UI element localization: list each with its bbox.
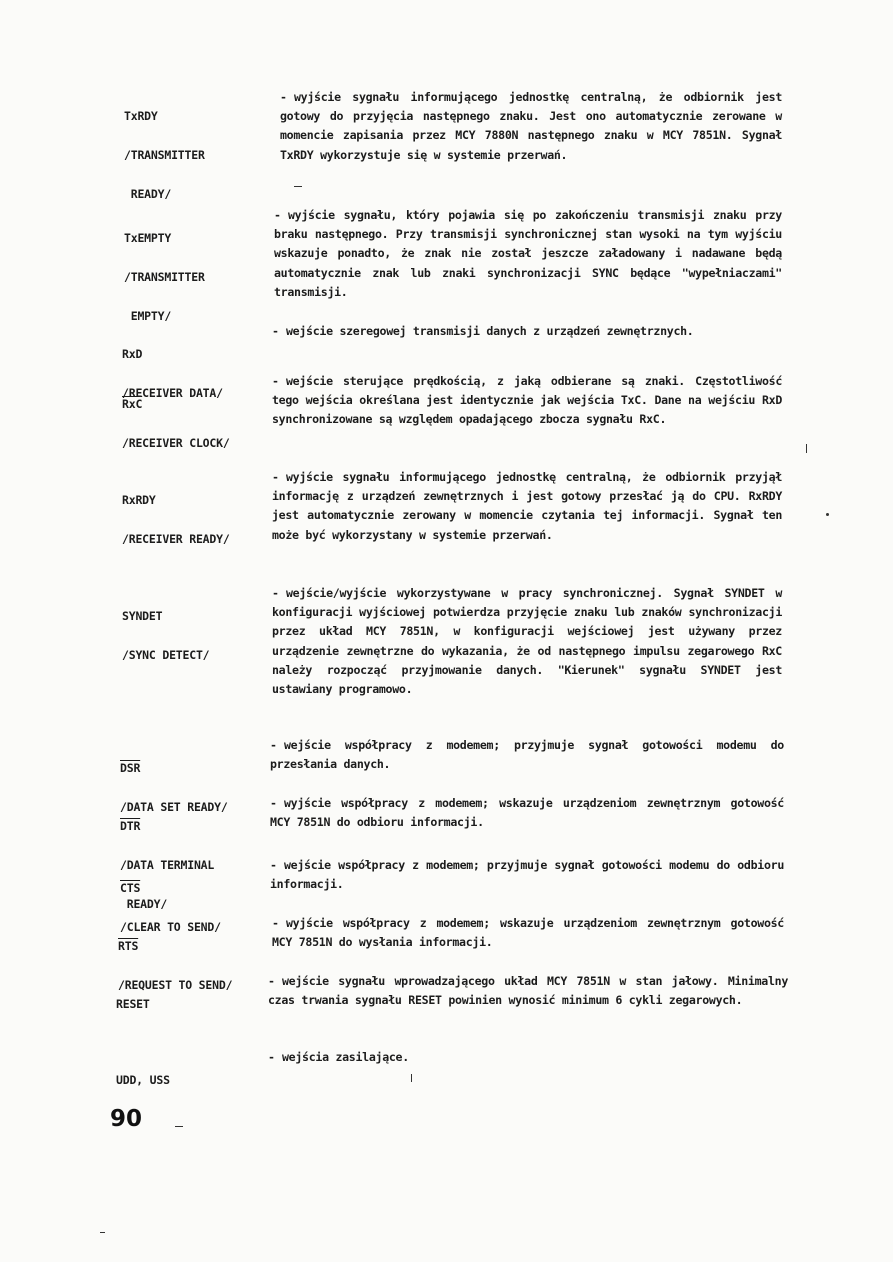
term-description: - wejście współpracy z modemem; przyjmuje sygnał gotowości modemu do odbioru informacji. [270, 858, 784, 892]
description-text: wejście sterujące prędkością, z jaką odbierane są znaki. Częstotliwość tego wejścia określana jest identycznie jak wejścia TxC. Dane na wejściu RxD synchronizowane są względem opadającego zbocza sygnału RxC. [272, 374, 782, 427]
description-text: wejście współpracy z modemem; przyjmuje sygnał gotowości modemu do odbioru informacji. [270, 858, 784, 892]
term-description: - wejście szeregowej transmisji danych z urządzeń zewnętrznych. [272, 324, 694, 338]
term-label [122, 468, 272, 572]
term-description: - wyjście sygnału, który pojawia się po zakończeniu transmisji znaku przy braku następnego. Przy transmisji synchronicznej stan wysoki na tym wyjściu wskazuje ponadto, że znak nie został jeszcze załadowany i nadawane będą automatycznie znak lub znaki synchronizacji SYNC będące "wypełniaczami" transmisji. [274, 208, 782, 299]
term-line: /TRANSMITTER [124, 270, 205, 284]
term-description: - wyjście współpracy z modemem; wskazuje urządzeniom zewnętrznym gotowość MCY 7851N do wysłania informacji. [272, 916, 784, 950]
term-line: READY/ [124, 187, 172, 201]
term-description: - wejście sterujące prędkością, z jaką odbierane są znaki. Częstotliwość tego wejścia określana jest identycznie jak wejścia TxC. Dane na wejściu RxD synchronizowane są względem opadającego zbocza sygnału RxC. [272, 374, 782, 427]
term-line: $\overline{DSR}$ [120, 761, 141, 775]
scan-speck [100, 1232, 105, 1233]
term-line: TxRDY [124, 109, 158, 123]
description-text: wyjście sygnału informującego jednostkę centralną, że odbiornik jest gotowy do przyjęcia następnego znaku. Jest ono automatycznie zerowane w momencie zapisania przez MCY 7880N następnego znaku w MCY 7851N. Sygnał TxRDY wykorzystuje się w systemie przerwań. [280, 90, 782, 162]
scan-speck [826, 513, 829, 516]
term-line: /SYNC DETECT/ [122, 648, 210, 662]
term-label [122, 372, 272, 476]
scan-speck [294, 186, 302, 187]
term-label [116, 1048, 266, 1113]
term-description: - wejścia zasilające. [268, 1050, 409, 1064]
term-line: $\overline{RxC}$ [122, 397, 143, 411]
term-description: - wejście/wyjście wykorzystywane w pracy synchronicznej. Sygnał SYNDET w konfiguracji wyjściowej potwierdza przyjęcie znaku lub znaków synchronizacji przez układ MCY 7851N, w konfiguracji wejściowej jest używany przez urządzenie zewnętrzne do wykazania, że od następnego impulsu zegarowego RxC należy rozpocząć przyjmowanie danych. "Kierunek" sygnału SYNDET jest ustawiany programowo. [272, 586, 782, 697]
term-line: $\overline{RTS}$ [118, 939, 139, 953]
term-line: /DATA SET READY/ [120, 800, 228, 814]
term-line: RESET [116, 997, 150, 1011]
description-text: wejście współpracy z modemem; przyjmuje sygnał gotowości modemu do przesłania danych. [270, 738, 784, 772]
term-line: $\overline{DTR}$ [120, 819, 141, 833]
description-text: wejścia zasilające. [282, 1050, 409, 1064]
term-line: /CLEAR TO SEND/ [120, 920, 221, 934]
description-text: wyjście współpracy z modemem; wskazuje urządzeniom zewnętrznym gotowość MCY 7851N do odbioru informacji. [270, 796, 784, 830]
description-text: wyjście sygnału, który pojawia się po zakończeniu transmisji znaku przy braku następnego. Przy transmisji synchronicznej stan wysoki na tym wyjściu wskazuje ponadto, że znak nie został jeszcze załadowany i nadawane będą automatycznie znak lub znaki synchronizacji SYNC będące "wypełniaczami" transmisji. [274, 208, 782, 299]
term-description: - wejście sygnału wprowadzającego układ MCY 7851N w stan jałowy. Minimalny czas trwania sygnału RESET powinien wynosić minimum 6 cykli zegarowych. [268, 974, 788, 1008]
term-line: /DATA TERMINAL [120, 858, 215, 872]
term-description: - wyjście sygnału informującego jednostkę centralną, że odbiornik przyjął informację z urządzeń zewnętrznych i jest gotowy przesłać ją do CPU. RxRDY jest automatycznie zerowany w momencie czytania tej informacji. Sygnał ten może być wykorzystany w systemie przerwań. [272, 470, 782, 542]
scan-speck [411, 1074, 412, 1082]
term-line: /REQUEST TO SEND/ [118, 978, 233, 992]
description-text: wejście sygnału wprowadzającego układ MCY 7851N w stan jałowy. Minimalny czas trwania sygnału RESET powinien wynosić minimum 6 cykli zegarowych. [268, 974, 788, 1008]
term-line: /RECEIVER CLOCK/ [122, 436, 230, 450]
term-line: $\overline{CTS}$ [120, 881, 141, 895]
term-line: UDD, USS [116, 1073, 170, 1087]
description-text: wyjście sygnału informującego jednostkę centralną, że odbiornik przyjął informację z urządzeń zewnętrznych i jest gotowy przesłać ją do CPU. RxRDY jest automatycznie zerowany w momencie czytania tej informacji. Sygnał ten może być wykorzystany w systemie przerwań. [272, 470, 782, 542]
term-description: - wyjście współpracy z modemem; wskazuje urządzeniom zewnętrznym gotowość MCY 7851N do odbioru informacji. [270, 796, 784, 830]
term-line: TxEMPTY [124, 231, 172, 245]
term-line: RxRDY [122, 493, 156, 507]
page-number: 90 [110, 1106, 143, 1132]
term-line: EMPTY/ [124, 309, 172, 323]
term-description: - wyjście sygnału informującego jednostkę centralną, że odbiornik jest gotowy do przyjęcia następnego znaku. Jest ono automatycznie zerowane w momencie zapisania przez MCY 7880N następnego znaku w MCY 7851N. Sygnał TxRDY wykorzystuje się w systemie przerwań. [280, 90, 782, 162]
term-line: /TRANSMITTER [124, 148, 205, 162]
scan-speck [175, 1126, 183, 1127]
term-line: RxD [122, 347, 143, 361]
term-line: SYNDET [122, 609, 163, 623]
description-text: wejście szeregowej transmisji danych z urządzeń zewnętrznych. [286, 324, 694, 338]
scan-speck [806, 444, 807, 453]
term-description: - wejście współpracy z modemem; przyjmuje sygnał gotowości modemu do przesłania danych. [270, 738, 784, 772]
term-line: /RECEIVER DATA/ [122, 386, 223, 400]
description-text: wejście/wyjście wykorzystywane w pracy synchronicznej. Sygnał SYNDET w konfiguracji wyjściowej potwierdza przyjęcie znaku lub znaków synchronizacji przez układ MCY 7851N, w konfiguracji wejściowej jest używany przez urządzenie zewnętrzne do wykazania, że od następnego impulsu zegarowego RxC należy rozpocząć przyjmowanie danych. "Kierunek" sygnału SYNDET jest ustawiany programowo. [272, 586, 782, 697]
term-line: READY/ [120, 897, 168, 911]
description-text: wyjście współpracy z modemem; wskazuje urządzeniom zewnętrznym gotowość MCY 7851N do wysłania informacji. [272, 916, 784, 950]
term-label [122, 584, 272, 688]
term-label [116, 972, 266, 1037]
term-line: /RECEIVER READY/ [122, 532, 230, 546]
